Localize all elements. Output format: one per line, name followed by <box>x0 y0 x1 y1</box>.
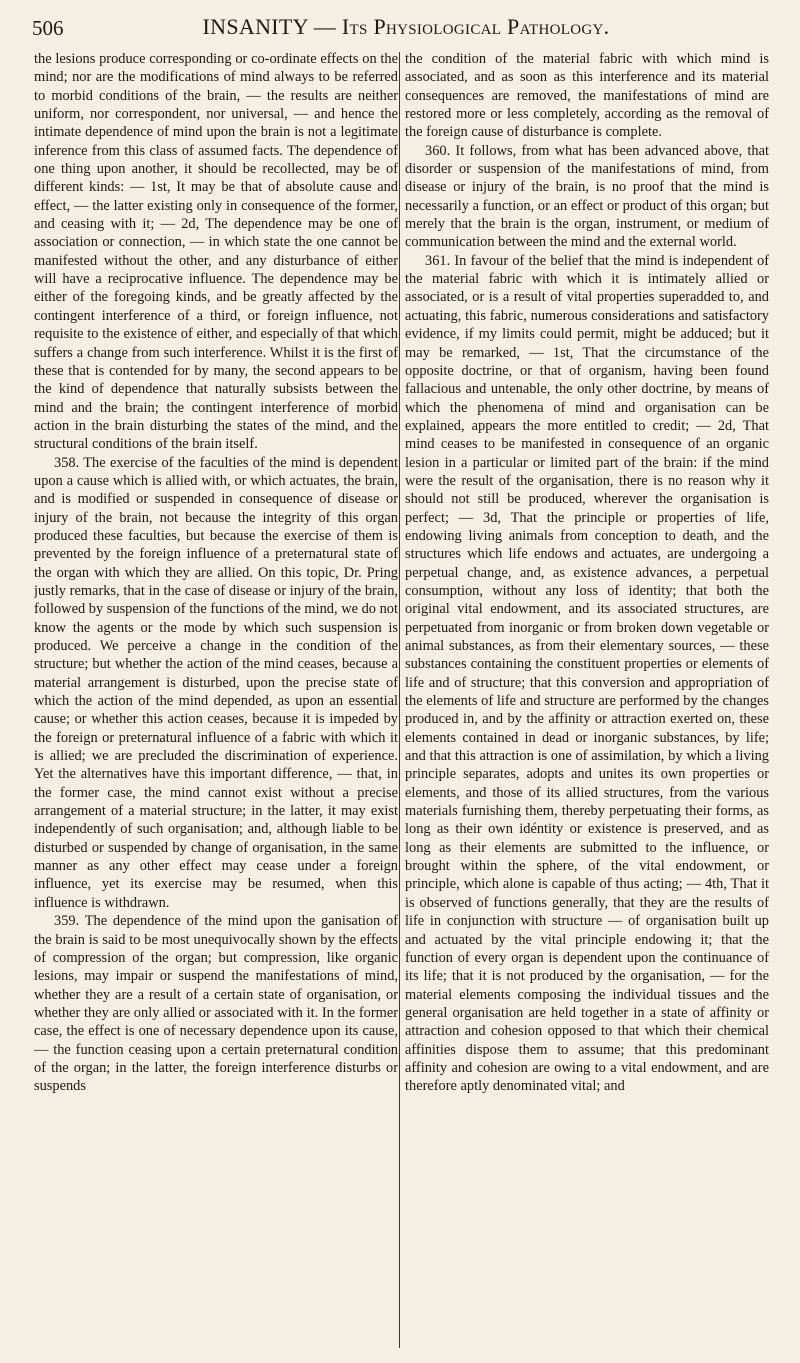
paragraph-360: 360. It follows, from what has been advanced above, that disorder or suspension of the manifestations of mind, from disease or injury of the brain, is no proof that the mind is necessarily a function, or an effect or product of this organ; but merely that the brain is the organ, instrument, or medium of communication between the mind and the external world. <box>405 142 769 251</box>
paragraph-358: 358. The exercise of the faculties of the mind is dependent upon a cause which is allied with, or which actuates, the brain, and is modified or suspended in consequence of disease or injury of the brain, not because the integrity of this organ produced these faculties, but because the exercise of them is prevented by the foreign influence of a preternatural state of the organ with which they are allied. On this topic, Dr. Pring justly remarks, that in the case of disease or injury of the brain, followed by suspension of the functions of the mind, we do not know the agents or the mode by which such suspension is produced. We perceive a change in the condition of the structure; but whether the action of the mind ceases, because a material arrangement is disturbed, upon the precise state of which the action of the mind depended, as upon an essential cause; or whether this action ceases, because it is impeded by the foreign or preternatural influence of a fabric with which it is allied; we are precluded the discrimination of experience. Yet the alternatives have this important difference, — that, in the former case, the mind cannot exist without a precise arrangement of a material structure; in the latter, it may exist independently of such organisation; and, although liable to be disturbed or suspended by change of organisation, in the same manner as any other effect may cease under a foreign influence, yet its exercise may be resumed, when this influence is withdrawn. <box>34 454 398 911</box>
column-divider <box>399 52 400 1348</box>
left-column <box>34 50 398 1350</box>
paragraph-361: 361. In favour of the belief that the mind is independent of the material fabric with which it is intimately allied or associated, or is a result of vital properties superadded to, and actuating, this fabric, numerous considerations and satisfactory evidence, if my limits could permit, might be adduced; but it may be remarked, — 1st, That the circumstance of the opposite doctrine, or that of organism, having been found fallacious and untenable, the only other doctrine, by means of which the phenomena of mind and organisation can be explained, appears the more entitled to credit; — 2d, That mind ceases to be manifested in consequence of an organic lesion in a particular or limited part of the brain: if the mind were the result of the organisation, there is no reason why it should not still be produced, wherever the organisation is perfect; — 3d, That the principle or properties of life, endowing living animals from conception to death, and the structures which life endows and actuates, are undergoing a perpetual change, and, as existence advances, a perpetual consumption, without any loss of identity; that both the original vital endowment, and its associated structures, are perpetuated from inorganic or from broken down vegetable or animal substances, as from their elementary sources, — these substances containing the constituent properties or elements of life and of structure; that this conversion and appropriation of the elements of life and structure are performed by the changes produced in, and by the affinity or attraction exerted on, these elements contained in dead or inorganic substances, by life; and that this attraction is one of assimilation, by which a living principle separates, adopts and unites its own properties or elements, and those of its allied structures, from the various materials furnishing them, thereby perpetuating their forms, as long as their own idéntity or existence is preserved, and as long as their elements are submitted to the influence, or brought within the sphere, of the vital endowment, or principle, which alone is capable of thus acting; — 4th, That it is observed of functions generally, that they are the results of life in conjunction with structure — of organisation built up and actuated by the vital principle endowing it; that the function of every organ is dependent upon the continuance of its life; that it is not produced by the organisation, — for the material elements composing the individual tissues and the general organisation are held together in a state of affinity or attraction and cohesion opposed to that which their chemical affinities dispose them to assume; that this predominant affinity and cohesion are owing to a vital endowment, and are therefore aptly denominated vital; and <box>405 252 769 1095</box>
page-number: 506 <box>32 16 64 40</box>
paragraph-359: 359. The dependence of the mind upon the ganisation of the brain is said to be most unequivocally shown by the effects of compression of the organ; but compression, like organic lesions, may impair or suspend the manifestations of mind, whether they are a result of a certain state of organisation, or whether they are only allied or associated with it. In the former case, the effect is one of necessary dependence upon its cause, — the function ceasing upon a certain preternatural condition of the organ; in the latter, the foreign interference disturbs or suspends <box>34 913 398 1095</box>
page-header <box>32 14 780 44</box>
paragraph: the lesions produce corresponding or co-ordinate effects on the mind; nor are the modifications of mind always to be referred to morbid conditions of the brain, — the results are neither uniform, nor correspondent, nor universal, — and hence the intimate dependence of mind upon the brain is not a legitimate inference from this class of assumed facts. The dependence of one thing upon another, it should be recollected, may be of different kinds: — 1st, It may be that of absolute cause and effect, — the latter existing only in consequence of the former, and ceasing with it; — 2d, The dependence may be one of association or connection, — in which state the one cannot be manifested without the other, and any disturbance of either will have a reciprocative influence. The dependence may be either of the foregoing kinds, and be greatly affected by the contingent interference of a third, or foreign influence, not requisite to the existence of either, and especially of that which suffers a change from such interference. Whilst it is the first of these that is contended for by many, the second appears to be the kind of dependence that naturally subsists between the mind and the brain; the contingent interference of morbid action in the brain disturbing the states of the mind, and the structural conditions of the brain itself. <box>34 51 398 453</box>
paragraph: the condition of the material fabric with which mind is associated, and as soon as this interference and its material consequences are removed, the manifestations of mind are restored more or less completely, according as the removal of the foreign cause of disturbance is complete. <box>405 51 769 141</box>
right-column <box>405 50 769 1350</box>
running-head: INSANITY — Its Physiological Pathology. <box>202 14 610 39</box>
